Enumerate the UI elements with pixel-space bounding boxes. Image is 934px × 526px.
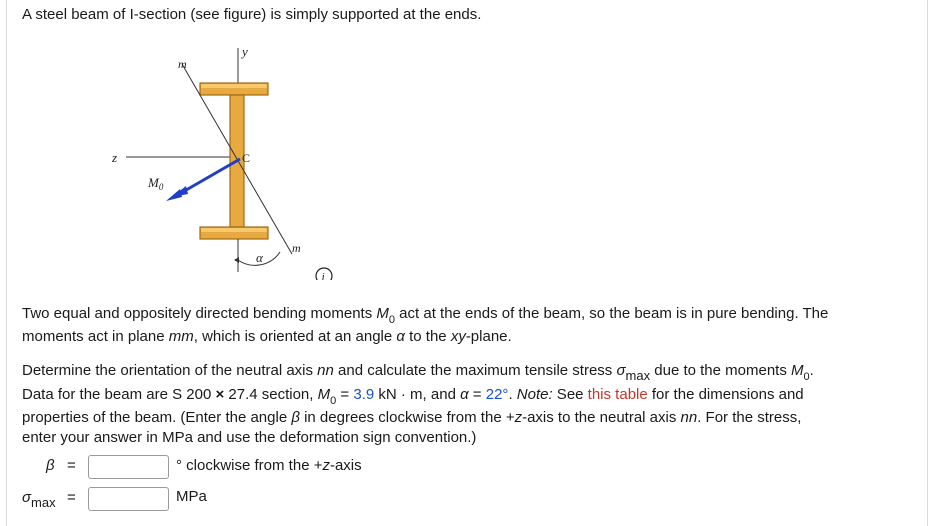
sigma-unit: MPa — [176, 488, 207, 505]
i-beam-figure — [100, 40, 340, 280]
sigma-equals: = — [67, 489, 76, 506]
beta-symbol: β — [46, 457, 55, 474]
info-icon[interactable] — [316, 268, 332, 280]
beta-unit: ° clockwise from the +z-axis — [176, 457, 362, 474]
svg-text:i: i — [321, 269, 325, 280]
moment-arrow-head-2 — [172, 186, 188, 197]
alpha-arrow-left — [234, 257, 239, 263]
top-flange-shade — [201, 84, 267, 88]
alpha-value: 22° — [485, 386, 509, 403]
sigma-max-input[interactable] — [88, 487, 169, 511]
intro-text: A steel beam of I-section (see figure) is simply supported at the ends. — [22, 6, 482, 23]
paragraph-2-line-3: properties of the beam. (Enter the angle β in degrees clockwise from the +z-axis to the neutral axis nn. For the stress, — [22, 409, 802, 426]
paragraph-1-line-1: Two equal and oppositely directed bending moments $M_0$ act at the ends of the beam, so the beam is in pure bending. The — [22, 305, 829, 326]
beta-equals: = — [67, 457, 76, 474]
alpha-label: α — [256, 250, 263, 265]
y-axis-label: y — [242, 44, 248, 59]
paragraph-2-line-4: enter your answer in MPa and use the deformation sign convention.) — [22, 429, 477, 446]
plane-m-top-label: m — [178, 57, 187, 71]
plane-m-bottom-label: m — [292, 241, 301, 255]
paragraph-2-line-1: Determine the orientation of the neutral axis nn and calculate the maximum tensile stress σmax due to the moments $M_0$. — [22, 362, 814, 383]
moment-value: 3.9 — [353, 386, 375, 403]
centroid-label-C: C — [242, 151, 251, 165]
bottom-flange-shade — [201, 228, 267, 232]
moment-label: $M_0$ — [148, 175, 164, 192]
paragraph-1-line-2: moments act in plane mm, which is oriented at an angle α to the xy-plane. — [22, 328, 512, 345]
paragraph-2-line-2: Data for the beam are S 200 × 27.4 section, $M_0 = 3.9$ kN · m, and α = 22°. Note: See this table for the dimensions and — [22, 386, 804, 407]
sigma-max-label: σmax — [22, 489, 56, 510]
z-axis-label: z — [112, 150, 118, 165]
this-table-link[interactable]: this table — [587, 386, 648, 403]
beta-input[interactable] — [88, 455, 169, 479]
